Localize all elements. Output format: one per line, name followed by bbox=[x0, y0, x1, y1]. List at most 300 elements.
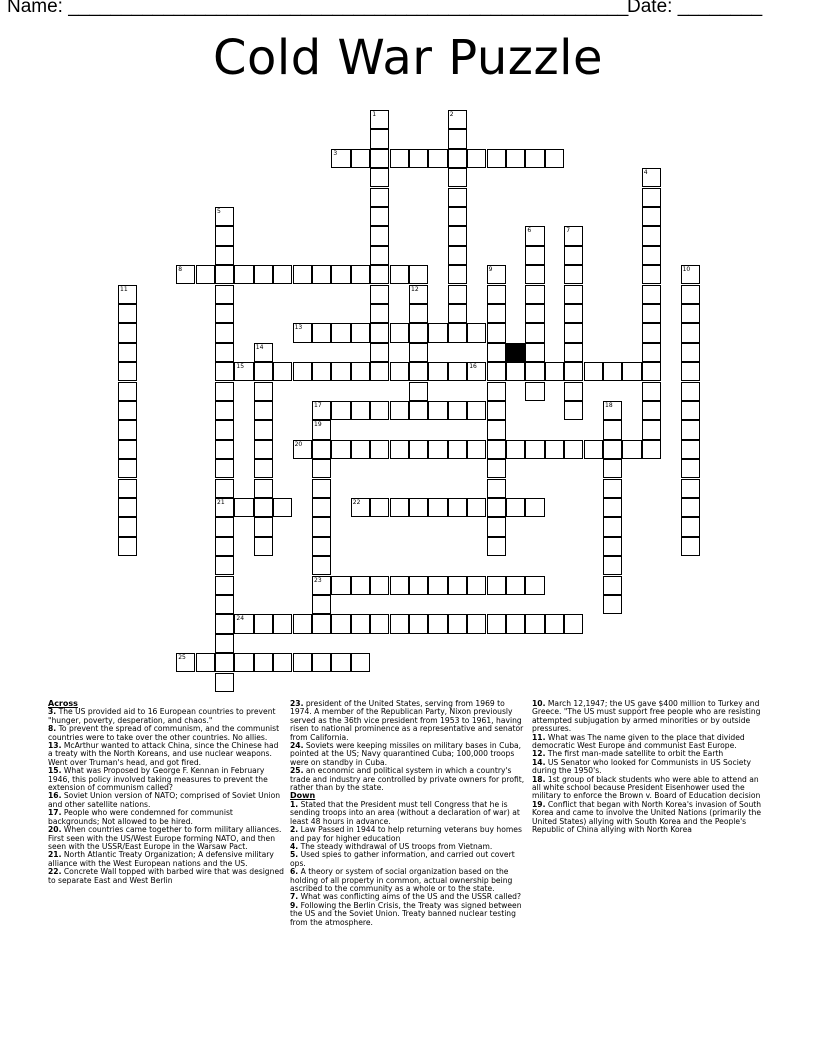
grid-cell[interactable] bbox=[603, 595, 622, 614]
grid-cell[interactable] bbox=[118, 459, 137, 478]
grid-cell[interactable] bbox=[448, 362, 467, 381]
grid-cell[interactable] bbox=[642, 362, 661, 381]
grid-cell[interactable] bbox=[525, 226, 544, 245]
grid-cell[interactable] bbox=[525, 576, 544, 595]
grid-cell[interactable] bbox=[525, 382, 544, 401]
grid-cell[interactable] bbox=[409, 304, 428, 323]
grid-cell[interactable] bbox=[409, 576, 428, 595]
clue-number: 9 bbox=[488, 266, 493, 274]
grid-cell[interactable] bbox=[370, 304, 389, 323]
grid-cell[interactable] bbox=[603, 556, 622, 575]
grid-cell[interactable] bbox=[525, 440, 544, 459]
grid-cell[interactable] bbox=[487, 498, 506, 517]
grid-cell[interactable] bbox=[487, 343, 506, 362]
clue-item bbox=[532, 776, 768, 801]
grid-cell[interactable] bbox=[487, 459, 506, 478]
grid-cell[interactable] bbox=[681, 517, 700, 536]
grid-cell[interactable] bbox=[487, 479, 506, 498]
grid-cell[interactable] bbox=[448, 576, 467, 595]
grid-cell[interactable] bbox=[448, 285, 467, 304]
grid-cell[interactable] bbox=[215, 420, 234, 439]
grid-cell[interactable] bbox=[681, 537, 700, 556]
grid-cell[interactable] bbox=[370, 168, 389, 187]
grid-cell[interactable] bbox=[254, 401, 273, 420]
grid-cell[interactable] bbox=[409, 343, 428, 362]
grid-cell[interactable] bbox=[642, 226, 661, 245]
grid-cell[interactable] bbox=[312, 401, 331, 420]
grid-cell[interactable] bbox=[487, 304, 506, 323]
grid-cell[interactable] bbox=[409, 498, 428, 517]
grid-cell[interactable] bbox=[118, 420, 137, 439]
grid-cell[interactable] bbox=[390, 323, 409, 342]
grid-cell[interactable] bbox=[390, 440, 409, 459]
grid-cell[interactable] bbox=[603, 517, 622, 536]
grid-cell[interactable] bbox=[681, 420, 700, 439]
grid-cell[interactable] bbox=[409, 265, 428, 284]
grid-cell[interactable] bbox=[254, 459, 273, 478]
grid-cell[interactable] bbox=[603, 479, 622, 498]
grid-cell[interactable] bbox=[331, 576, 350, 595]
grid-cell[interactable] bbox=[215, 653, 234, 672]
grid-cell[interactable] bbox=[409, 149, 428, 168]
clue-item-text: Conflict that began with North Korea's invasion of South Korea and came to involve the United Nations (primarily the United States) allying with South Korea and the People's Republic of China allying with North Korea bbox=[532, 799, 762, 835]
grid-cell[interactable] bbox=[525, 149, 544, 168]
grid-cell[interactable] bbox=[254, 265, 273, 284]
grid-cell[interactable] bbox=[525, 498, 544, 517]
grid-cell[interactable] bbox=[642, 343, 661, 362]
grid-cell[interactable] bbox=[215, 343, 234, 362]
grid-cell[interactable] bbox=[215, 498, 234, 517]
grid-cell[interactable] bbox=[525, 362, 544, 381]
grid-cell[interactable] bbox=[215, 285, 234, 304]
grid-cell[interactable] bbox=[390, 401, 409, 420]
grid-cell[interactable] bbox=[312, 479, 331, 498]
grid-cell[interactable] bbox=[409, 614, 428, 633]
grid-cell[interactable] bbox=[390, 362, 409, 381]
grid-cell[interactable] bbox=[293, 362, 312, 381]
grid-cell[interactable] bbox=[428, 614, 447, 633]
grid-cell[interactable] bbox=[254, 440, 273, 459]
grid-cell[interactable] bbox=[351, 498, 370, 517]
grid-cell[interactable] bbox=[370, 362, 389, 381]
grid-cell[interactable] bbox=[448, 110, 467, 129]
grid-cell[interactable] bbox=[525, 246, 544, 265]
grid-cell[interactable] bbox=[118, 382, 137, 401]
grid-cell[interactable] bbox=[681, 459, 700, 478]
grid-cell[interactable] bbox=[390, 614, 409, 633]
grid-cell[interactable] bbox=[118, 343, 137, 362]
grid-cell[interactable] bbox=[312, 576, 331, 595]
grid-cell[interactable] bbox=[642, 323, 661, 342]
grid-cell[interactable] bbox=[215, 304, 234, 323]
grid-cell[interactable] bbox=[642, 168, 661, 187]
grid-cell[interactable] bbox=[331, 323, 350, 342]
grid-cell[interactable] bbox=[681, 479, 700, 498]
grid-cell[interactable] bbox=[525, 265, 544, 284]
grid-cell[interactable] bbox=[603, 362, 622, 381]
grid-cell[interactable] bbox=[254, 362, 273, 381]
grid-cell[interactable] bbox=[312, 440, 331, 459]
grid-cell[interactable] bbox=[351, 440, 370, 459]
grid-cell[interactable] bbox=[681, 343, 700, 362]
grid-cell[interactable] bbox=[370, 265, 389, 284]
grid-cell[interactable] bbox=[525, 285, 544, 304]
grid-cell[interactable] bbox=[603, 459, 622, 478]
grid-cell[interactable] bbox=[467, 440, 486, 459]
grid-cell[interactable] bbox=[603, 401, 622, 420]
grid-cell[interactable] bbox=[351, 653, 370, 672]
grid-cell[interactable] bbox=[487, 401, 506, 420]
grid-cell[interactable] bbox=[273, 498, 292, 517]
grid-cell[interactable] bbox=[448, 168, 467, 187]
grid-cell[interactable] bbox=[254, 420, 273, 439]
grid-cell[interactable] bbox=[312, 556, 331, 575]
grid-cell[interactable] bbox=[428, 323, 447, 342]
grid-cell[interactable] bbox=[351, 323, 370, 342]
grid-cell[interactable] bbox=[118, 517, 137, 536]
grid-cell[interactable] bbox=[487, 440, 506, 459]
grid-cell[interactable] bbox=[642, 401, 661, 420]
grid-cell[interactable] bbox=[273, 362, 292, 381]
grid-cell[interactable] bbox=[312, 459, 331, 478]
grid-cell[interactable] bbox=[622, 440, 641, 459]
grid-cell[interactable] bbox=[370, 285, 389, 304]
grid-cell[interactable] bbox=[234, 265, 253, 284]
grid-cell[interactable] bbox=[506, 614, 525, 633]
grid-cell[interactable] bbox=[428, 498, 447, 517]
grid-cell[interactable] bbox=[642, 420, 661, 439]
grid-cell[interactable] bbox=[312, 498, 331, 517]
grid-cell[interactable] bbox=[428, 362, 447, 381]
grid-cell[interactable] bbox=[409, 285, 428, 304]
grid-cell[interactable] bbox=[487, 285, 506, 304]
grid-cell[interactable] bbox=[545, 614, 564, 633]
grid-cell[interactable] bbox=[506, 576, 525, 595]
grid-cell[interactable] bbox=[525, 614, 544, 633]
grid-cell[interactable] bbox=[234, 498, 253, 517]
grid-cell[interactable] bbox=[564, 304, 583, 323]
grid-cell[interactable] bbox=[254, 343, 273, 362]
grid-cell[interactable] bbox=[118, 304, 137, 323]
grid-cell[interactable] bbox=[312, 265, 331, 284]
grid-cell[interactable] bbox=[642, 382, 661, 401]
grid-cell[interactable] bbox=[448, 207, 467, 226]
grid-cell[interactable] bbox=[564, 614, 583, 633]
grid-cell[interactable] bbox=[681, 498, 700, 517]
grid-cell[interactable] bbox=[390, 498, 409, 517]
grid-cell[interactable] bbox=[467, 149, 486, 168]
grid-cell[interactable] bbox=[118, 479, 137, 498]
grid-cell[interactable] bbox=[254, 653, 273, 672]
grid-cell[interactable] bbox=[390, 149, 409, 168]
grid-cell[interactable] bbox=[312, 517, 331, 536]
grid-cell[interactable] bbox=[312, 614, 331, 633]
grid-cell[interactable] bbox=[428, 149, 447, 168]
grid-cell[interactable] bbox=[487, 420, 506, 439]
grid-cell[interactable] bbox=[273, 614, 292, 633]
grid-cell[interactable] bbox=[642, 246, 661, 265]
grid-cell[interactable] bbox=[215, 614, 234, 633]
grid-cell[interactable] bbox=[467, 576, 486, 595]
grid-cell[interactable] bbox=[312, 595, 331, 614]
grid-cell[interactable] bbox=[351, 362, 370, 381]
grid-cell[interactable] bbox=[525, 343, 544, 362]
grid-cell[interactable] bbox=[234, 614, 253, 633]
grid-cell[interactable] bbox=[603, 440, 622, 459]
grid-cell[interactable] bbox=[370, 246, 389, 265]
grid-cell[interactable] bbox=[312, 323, 331, 342]
clue-item-text: McArthur wanted to attack China, since the Chinese had a treaty with the North Koreans, and use nuclear weapons. Went over Truman's head, and got fired. bbox=[48, 741, 279, 767]
grid-cell[interactable] bbox=[448, 149, 467, 168]
grid-cell[interactable] bbox=[215, 382, 234, 401]
grid-cell[interactable] bbox=[603, 498, 622, 517]
grid-cell[interactable] bbox=[215, 537, 234, 556]
grid-cell[interactable] bbox=[331, 401, 350, 420]
grid-cell[interactable] bbox=[603, 576, 622, 595]
grid-cell[interactable] bbox=[370, 614, 389, 633]
grid-cell[interactable] bbox=[215, 556, 234, 575]
grid-cell[interactable] bbox=[215, 673, 234, 692]
grid-cell[interactable] bbox=[642, 188, 661, 207]
grid-cell[interactable] bbox=[118, 440, 137, 459]
clue-number: 11 bbox=[120, 285, 128, 293]
grid-cell[interactable] bbox=[506, 362, 525, 381]
grid-cell[interactable] bbox=[642, 265, 661, 284]
grid-cell[interactable] bbox=[370, 576, 389, 595]
grid-cell[interactable] bbox=[215, 595, 234, 614]
grid-cell[interactable] bbox=[293, 653, 312, 672]
grid-cell[interactable] bbox=[254, 479, 273, 498]
grid-cell[interactable] bbox=[215, 265, 234, 284]
grid-cell[interactable] bbox=[293, 265, 312, 284]
grid-cell[interactable] bbox=[215, 440, 234, 459]
clue-item-text: A theory or system of social organization based on the holding of all property in common, actual ownership being ascribed to the community as a whole or to the state. bbox=[290, 867, 513, 893]
grid-cell[interactable] bbox=[215, 323, 234, 342]
grid-cell[interactable] bbox=[390, 576, 409, 595]
grid-cell[interactable] bbox=[564, 362, 583, 381]
clue-item bbox=[290, 868, 526, 893]
grid-cell[interactable] bbox=[176, 653, 195, 672]
grid-cell[interactable] bbox=[196, 265, 215, 284]
grid-cell[interactable] bbox=[448, 129, 467, 148]
grid-cell[interactable] bbox=[642, 207, 661, 226]
grid-cell[interactable] bbox=[448, 323, 467, 342]
grid-cell[interactable] bbox=[448, 498, 467, 517]
grid-cell[interactable] bbox=[215, 459, 234, 478]
grid-cell[interactable] bbox=[487, 362, 506, 381]
grid-cell[interactable] bbox=[254, 498, 273, 517]
grid-cell[interactable] bbox=[448, 188, 467, 207]
grid-cell[interactable] bbox=[254, 614, 273, 633]
grid-cell[interactable] bbox=[545, 440, 564, 459]
grid-cell[interactable] bbox=[467, 498, 486, 517]
grid-cell[interactable] bbox=[293, 440, 312, 459]
grid-cell[interactable] bbox=[215, 576, 234, 595]
grid-cell[interactable] bbox=[487, 537, 506, 556]
grid-cell[interactable] bbox=[448, 304, 467, 323]
grid-cell[interactable] bbox=[448, 614, 467, 633]
grid-cell[interactable] bbox=[487, 614, 506, 633]
grid-cell[interactable] bbox=[234, 653, 253, 672]
grid-cell[interactable] bbox=[118, 323, 137, 342]
grid-cell[interactable] bbox=[564, 226, 583, 245]
grid-cell[interactable] bbox=[681, 265, 700, 284]
grid-cell[interactable] bbox=[370, 498, 389, 517]
grid-cell[interactable] bbox=[506, 149, 525, 168]
grid-cell[interactable] bbox=[331, 440, 350, 459]
grid-cell[interactable] bbox=[467, 401, 486, 420]
grid-cell[interactable] bbox=[467, 614, 486, 633]
grid-cell[interactable] bbox=[409, 323, 428, 342]
grid-cell[interactable] bbox=[370, 440, 389, 459]
grid-cell[interactable] bbox=[428, 576, 447, 595]
grid-cell[interactable] bbox=[681, 323, 700, 342]
grid-cell[interactable] bbox=[390, 265, 409, 284]
grid-cell[interactable] bbox=[409, 362, 428, 381]
grid-cell[interactable] bbox=[370, 401, 389, 420]
grid-cell[interactable] bbox=[681, 440, 700, 459]
clue-item bbox=[532, 700, 768, 734]
grid-cell[interactable] bbox=[564, 246, 583, 265]
grid-cell[interactable] bbox=[584, 362, 603, 381]
grid-cell[interactable] bbox=[312, 420, 331, 439]
grid-cell[interactable] bbox=[215, 517, 234, 536]
grid-cell[interactable] bbox=[506, 440, 525, 459]
grid-cell[interactable] bbox=[487, 517, 506, 536]
grid-cell[interactable] bbox=[370, 323, 389, 342]
grid-cell[interactable] bbox=[428, 401, 447, 420]
clue-item-text: Concrete Wall topped with barbed wire that was designed to separate East and West Berlin bbox=[48, 867, 284, 885]
grid-cell[interactable] bbox=[351, 401, 370, 420]
grid-cell[interactable] bbox=[370, 226, 389, 245]
grid-cell[interactable] bbox=[176, 265, 195, 284]
name-blank[interactable]: _____________________________________________________ bbox=[68, 0, 629, 17]
grid-cell[interactable] bbox=[584, 440, 603, 459]
grid-cell[interactable] bbox=[118, 401, 137, 420]
grid-cell[interactable] bbox=[409, 401, 428, 420]
grid-cell[interactable] bbox=[293, 323, 312, 342]
grid-cell[interactable] bbox=[370, 110, 389, 129]
date-blank[interactable]: ________ bbox=[677, 0, 763, 17]
grid-cell[interactable] bbox=[312, 362, 331, 381]
grid-cell[interactable] bbox=[545, 362, 564, 381]
grid-cell[interactable] bbox=[603, 537, 622, 556]
grid-cell[interactable] bbox=[681, 285, 700, 304]
grid-cell[interactable] bbox=[448, 440, 467, 459]
grid-cell[interactable] bbox=[681, 362, 700, 381]
grid-cell[interactable] bbox=[448, 246, 467, 265]
grid-cell[interactable] bbox=[564, 382, 583, 401]
grid-cell[interactable] bbox=[273, 265, 292, 284]
grid-cell[interactable] bbox=[681, 304, 700, 323]
grid-cell[interactable] bbox=[331, 149, 350, 168]
grid-cell[interactable] bbox=[312, 537, 331, 556]
grid-cell[interactable] bbox=[273, 653, 292, 672]
grid-cell[interactable] bbox=[234, 362, 253, 381]
clue-item bbox=[48, 708, 284, 725]
grid-cell[interactable] bbox=[642, 440, 661, 459]
grid-cell[interactable] bbox=[196, 653, 215, 672]
grid-cell[interactable] bbox=[564, 401, 583, 420]
grid-cell[interactable] bbox=[467, 323, 486, 342]
grid-cell[interactable] bbox=[448, 401, 467, 420]
grid-cell[interactable] bbox=[564, 343, 583, 362]
grid-cell[interactable] bbox=[254, 537, 273, 556]
grid-cell[interactable] bbox=[215, 207, 234, 226]
grid-cell[interactable] bbox=[215, 479, 234, 498]
grid-cell[interactable] bbox=[254, 382, 273, 401]
grid-cell[interactable] bbox=[331, 614, 350, 633]
grid-cell[interactable] bbox=[564, 440, 583, 459]
clue-number: 22 bbox=[352, 499, 361, 506]
grid-cell[interactable] bbox=[331, 362, 350, 381]
grid-cell[interactable] bbox=[564, 265, 583, 284]
grid-cell[interactable] bbox=[681, 401, 700, 420]
grid-cell[interactable] bbox=[409, 382, 428, 401]
grid-cell[interactable] bbox=[448, 226, 467, 245]
grid-cell[interactable] bbox=[428, 440, 447, 459]
grid-cell[interactable] bbox=[622, 362, 641, 381]
grid-cell[interactable] bbox=[215, 226, 234, 245]
grid-cell[interactable] bbox=[351, 576, 370, 595]
grid-cell[interactable] bbox=[448, 265, 467, 284]
grid-cell[interactable] bbox=[351, 614, 370, 633]
grid-cell[interactable] bbox=[487, 576, 506, 595]
grid-cell[interactable] bbox=[331, 265, 350, 284]
grid-cell[interactable] bbox=[351, 265, 370, 284]
grid-cell[interactable] bbox=[370, 343, 389, 362]
grid-cell[interactable] bbox=[487, 323, 506, 342]
grid-cell[interactable] bbox=[215, 246, 234, 265]
clue-item-number: 2. bbox=[290, 825, 299, 835]
grid-cell[interactable] bbox=[642, 285, 661, 304]
grid-cell[interactable] bbox=[487, 149, 506, 168]
grid-cell[interactable] bbox=[293, 614, 312, 633]
grid-cell[interactable] bbox=[564, 285, 583, 304]
grid-cell[interactable] bbox=[642, 304, 661, 323]
grid-cell[interactable] bbox=[681, 382, 700, 401]
grid-cell[interactable] bbox=[118, 362, 137, 381]
grid-cell[interactable] bbox=[525, 304, 544, 323]
grid-cell[interactable] bbox=[118, 537, 137, 556]
grid-cell[interactable] bbox=[487, 265, 506, 284]
grid-cell[interactable] bbox=[525, 323, 544, 342]
grid-cell[interactable] bbox=[118, 285, 137, 304]
grid-cell[interactable] bbox=[564, 323, 583, 342]
clue-item-number: 15. bbox=[48, 766, 62, 776]
grid-cell[interactable] bbox=[370, 188, 389, 207]
clue-number: 7 bbox=[566, 227, 571, 235]
grid-cell[interactable] bbox=[487, 382, 506, 401]
grid-cell[interactable] bbox=[506, 498, 525, 517]
grid-cell[interactable] bbox=[351, 149, 370, 168]
grid-cell[interactable] bbox=[331, 653, 350, 672]
grid-cell[interactable] bbox=[215, 634, 234, 653]
grid-cell[interactable] bbox=[545, 149, 564, 168]
grid-cell[interactable] bbox=[370, 149, 389, 168]
grid-cell[interactable] bbox=[409, 440, 428, 459]
grid-cell[interactable] bbox=[370, 207, 389, 226]
grid-cell[interactable] bbox=[215, 362, 234, 381]
grid-cell[interactable] bbox=[118, 498, 137, 517]
grid-cell[interactable] bbox=[370, 129, 389, 148]
grid-cell[interactable] bbox=[467, 362, 486, 381]
grid-cell[interactable] bbox=[215, 401, 234, 420]
grid-cell[interactable] bbox=[603, 420, 622, 439]
grid-cell[interactable] bbox=[312, 653, 331, 672]
grid-cell[interactable] bbox=[254, 517, 273, 536]
name-label: Name: bbox=[7, 0, 63, 17]
